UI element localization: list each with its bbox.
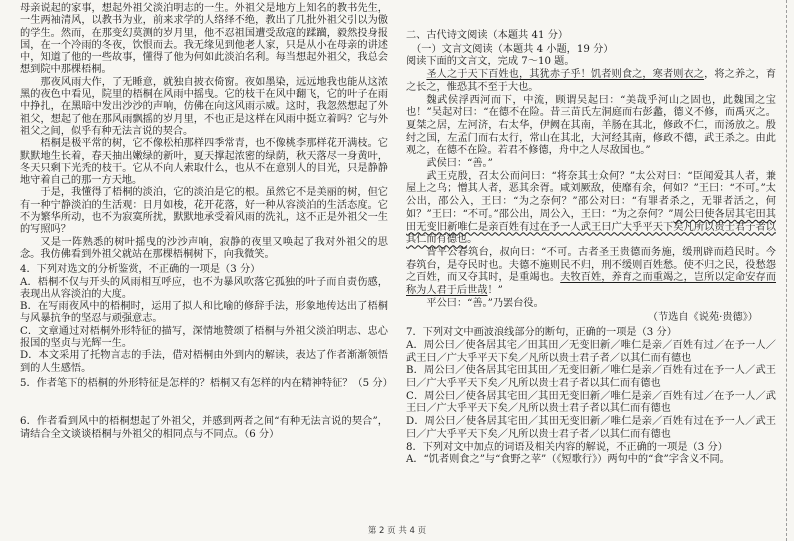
passage-paragraph	[406, 247, 776, 298]
underlined-sentence: 圣人之于天下百姓也，其犹赤子乎！饥者则食之，寒者则衣之	[426, 69, 705, 81]
passage-text: 魏武侯浮西河而下，中流，顾谓吴起曰：“美哉乎河山之固也，此魏国之宝也！”吴起对曰：“在德不在险。昔三苗氏左洞庭而右彭蠡，德义不修，而禹灭之。夏桀之居，左河济，右太华，伊阙在其南，羊肠在其北，修政不仁，而汤放之。殷纣之国，左孟门而右太行，常山在其北，大河经其南，修政不德，武王杀之。由此观之，在德不在险。若君不修德，舟中之人尽敌国也。”	[406, 94, 776, 157]
passage-paragraph	[406, 69, 776, 94]
question-7-option-b: B．周公曰／使各居其宅田其田／无变旧新／唯仁是亲／百姓有过在予一人／武王曰／广大乎平天下矣／凡所以贵士君子者以其仁而有德也	[406, 365, 776, 389]
left-column	[20, 3, 393, 441]
subsection-title: （一）文言文阅读（本题共 4 小题，19 分）	[411, 43, 614, 55]
section-title: 二、古代诗文阅读（本题共 41 分）	[406, 30, 569, 41]
question-7-option-d: D．周公曰／使各居其宅田／其田无变旧新／唯仁是亲／百姓有过在予一人／武王曰／广大乎平天下矣／凡所以贵士君子者／以其仁而有德也	[406, 416, 776, 440]
question-7-option-a: A．周公曰／使各居其宅／田其田／无变旧新／唯仁是亲／百姓有过／在予一人／武王曰／广大乎平天下矣／凡所以贵士君子者／以其仁而有德也	[406, 339, 776, 364]
essay-paragraph: 梧桐是极平常的树，它不像松柏那样四季常青，也不像桃李那样花开满枝。它默默地生长着，春天抽出嫩绿的新叶，夏天撑起浓密的绿荫，秋天落尽一身黄叶，冬天只剩下光秃的枝干。它从不向人索取什么，也从不在意别人的目光，只是静静地守着自己的那一方天地。	[20, 138, 388, 187]
passage-text: 。	[467, 234, 478, 246]
underlined-sentence: 夫牧百姓，养育之而重竭之，岂所以定命安存而称为人君于后世哉	[406, 272, 777, 297]
question-7-stem: 7．下列对文中画波浪线部分的断句，正确的一项是（3 分）	[406, 327, 677, 339]
essay-paragraph: 又是一阵熟悉的树叶摇曳的沙沙声响，寂静的夜里又唤起了我对外祖父的思念。我仿佛看到外祖父就站在那棵梧桐树下，向我微笑。	[20, 236, 388, 260]
passage-paragraph	[406, 158, 776, 171]
question-7-option-c: C．周公曰／使各居其宅田／其田无变旧新／唯仁是亲／百姓有过／在予一人／武王曰／广大乎平天下矣／凡所以贵士君子者以其仁而有德也	[406, 390, 776, 415]
question-4-option-a: A．梧桐不仅与开头的风雨相互呼应，也不为暴风吹落它孤独的叶子而自责伤感，表现出从容淡泊的大度。	[20, 276, 388, 300]
question-4-stem: 4．下列对选文的分析鉴赏，不正确的一项是（3 分）	[20, 264, 261, 276]
wavy-underlined-segment: 周公曰使各居其宅田其田无变旧新唯仁是亲百姓有过在予一人武王曰广大乎平天下矣凡所以贵士君子者以其仁而有德也	[406, 208, 776, 246]
passage-text: 武侯曰：“善。”	[426, 158, 493, 170]
essay-paragraph: 母亲说起的家事，想起外祖父淡泊明志的一生。外祖父是地方上知名的教书先生，一生两袖清风，以教书为业，前来求学的人络绎不绝，教出了几批外祖父引以为傲的学生。然而，在那变幻莫测的岁月里，他不忍祖国遭受敌寇的蹂躏，毅然投身报国，在一个冷雨的冬夜，饮恨而去。我无缘见到他老人家，只是从小在母亲的讲述中，知道了他的一些故事，懂得了他为何如此淡泊名利。每当想起外祖父，我总会想到院中那棵梧桐。	[20, 3, 388, 76]
passage-source: （节选自《说苑·贵德》）	[647, 312, 758, 324]
classical-passage	[406, 69, 776, 310]
question-8-stem: 8．下列对文中加点的词语及相关内容的解说，不正确的一项是（3 分）	[406, 441, 728, 453]
passage-text: ！”	[487, 285, 503, 297]
question-4	[20, 264, 388, 375]
reading-instruction: 阅读下面的文言文，完成 7～10 题。	[406, 56, 575, 68]
essay-paragraph: 那夜风雨大作，了无睡意，就独自披衣倚窗。夜如墨染，远远地我也能从这浓黑的夜色中看见，院里的梧桐在风雨中摇曳。它的枝干在风中翻飞，它的叶子在雨中挣扎，在黑暗中发出沙沙的声响，仿佛在向这风雨示威。这时，我忽然想起了外祖父，想起了他在那风雨飘摇的岁月里，不也正是这样在风雨中挺立着吗？它与外祖父之间，似乎有种无法言说的契合。	[20, 76, 388, 137]
essay-body	[20, 3, 388, 261]
passage-text: ，将之养之，育之长之，惟恐其不至于大也。	[406, 69, 777, 93]
question-8	[406, 442, 776, 467]
question-4-option-c: C．文章通过对梧桐外形特征的描写，深情地赞颂了梧桐与外祖父淡泊明志、忠心报国的坚贞与光辉一生。	[20, 325, 388, 350]
page-number: 第 2 页 共 4 页	[367, 526, 427, 536]
binding-line	[786, 0, 787, 541]
passage-text: 晋平公春筑台，叔向曰：“不可。古者圣王贵德而务施，缓刑辟而趋民时。今春筑台，是夺民时也。夫德不施则民不归，刑不缓则百姓愁。使不归之民，役愁怨之百姓，而又夺其时，是重竭也。	[406, 246, 776, 284]
passage-paragraph	[406, 298, 776, 311]
passage-text: 武王克殷，召太公而问曰：“将奈其士众何？”太公对曰：“臣闻爱其人者，兼屋上之乌；憎其人者，恶其余胥。咸刘厥敌，使靡有余，何如？”王曰：“不可。”太公出，邵公入，王曰：“为之奈何？”邵公对曰：“有罪者杀之，无罪者活之，何如？”王曰：“不可。”邵公出，周公入，王曰：“为之奈何？”	[406, 170, 776, 220]
question-5: 5．作者笔下的梧桐的外形特征是怎样的？梧桐又有怎样的内在精神特征？（5 分）	[20, 377, 393, 389]
question-7	[406, 327, 776, 441]
passage-text: 平公曰：“善。”乃罢台役。	[426, 297, 544, 309]
question-8-option-a: A．“饥者则食之”与“食野之苹”（《短歌行》）两句中的“食”字含义不同。	[406, 454, 730, 466]
question-4-option-b: B．在写雨夜风中的梧桐时，运用了拟人和比喻的修辞手法，形象地传达出了梧桐与风暴抗争的坚忍与顽强意志。	[20, 301, 388, 325]
question-4-option-d: D．本文采用了托物言志的手法，借对梧桐由外到内的解读，表达了作者渐渐领悟到的人生感悟。	[20, 350, 388, 374]
question-6: 6．作者看到风中的梧桐想起了外祖父，并感到两者之间“有种无法言说的契合”，请结合全文谈谈梧桐与外祖父的相同点与不同点。（6 分）	[20, 416, 388, 440]
right-column	[406, 30, 776, 467]
essay-paragraph: 于是，我懂得了梧桐的淡泊，它的淡泊是它的根。虽然它不是美丽的树，但它有一种宁静淡泊的生活观：日月如梭，花开花落，好一种从容淡泊的生活态度。它不为繁华所动，也不为寂寞所扰，默默地承受着风雨的洗礼，这不正是外祖父一生的写照吗？	[20, 187, 388, 236]
passage-paragraph	[406, 95, 776, 159]
passage-paragraph	[406, 171, 776, 247]
